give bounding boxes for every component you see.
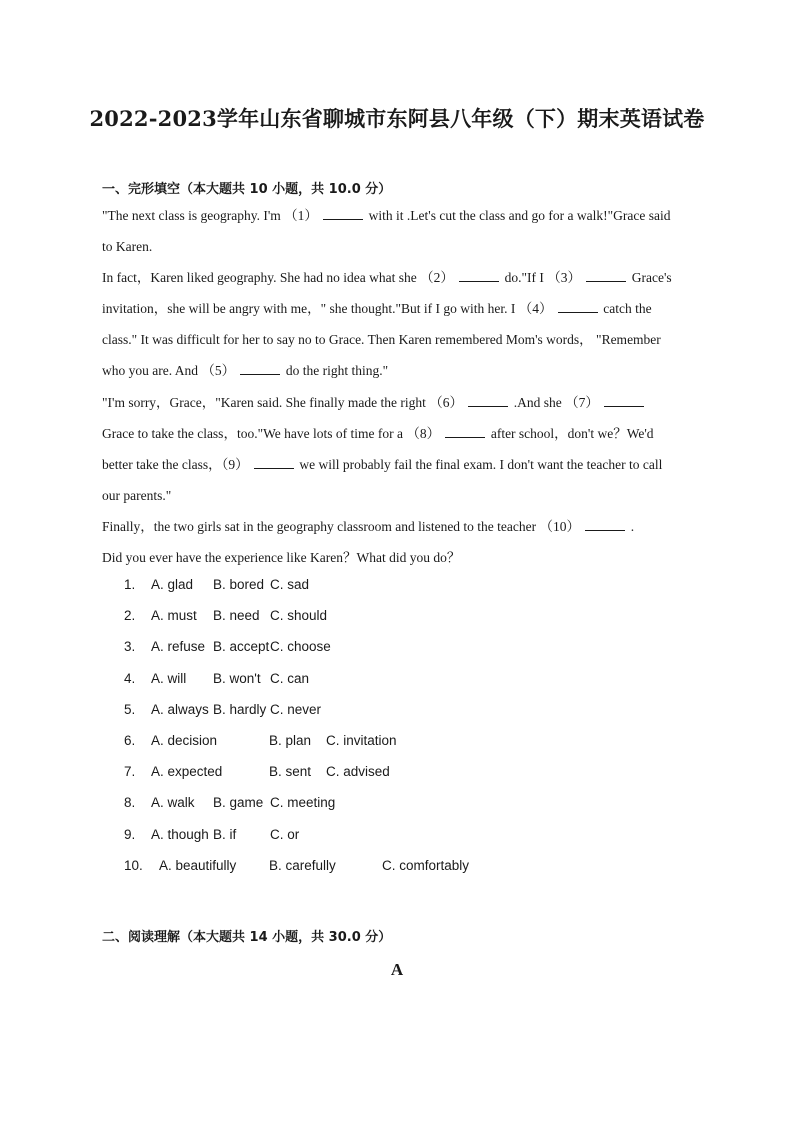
passage-text: class." It was difficult for her to say no to Grace. Then Karen remembered Mom's words， "Remember (102, 332, 661, 348)
answer-blank (323, 205, 363, 220)
passage-text: .And she （7） (510, 394, 603, 410)
passage-text: who you are. And （5） (102, 363, 239, 379)
passage-text: after school，don't we？We'd (487, 425, 654, 441)
answer-blank (254, 454, 294, 469)
option-c: C. sad (270, 577, 310, 592)
option-b: B. bored (213, 577, 265, 592)
question-number: 9. (124, 826, 136, 842)
option-b: B. carefully (269, 857, 336, 873)
passage-text: "The next class is geography. I'm （1） (102, 208, 322, 223)
answer-blank (240, 360, 280, 375)
question-number: 4. (124, 670, 136, 686)
option-c: C. or (270, 826, 300, 842)
option-c: C. invitation (326, 733, 397, 748)
section-2-heading: 二、阅读理解（本大题共 14 小题，共 30.0 分） (102, 930, 392, 945)
question-number: 10. (124, 857, 143, 873)
passage-text: to Karen. (102, 239, 153, 255)
option-c: C. meeting (270, 795, 336, 811)
option-a: A. decision (151, 733, 218, 748)
option-b: B. if (213, 826, 237, 842)
option-c: C. can (270, 670, 310, 686)
passage-line (102, 324, 702, 355)
passage-text: with it .Let's cut the class and go for a walk!"Grace said (365, 208, 671, 223)
passage-text: do."If I （3） (501, 270, 585, 286)
question-number: 7. (124, 764, 136, 780)
passage-text: we will probably fail the final exam. I don't want the teacher to call (295, 456, 663, 472)
option-a: A. refuse (151, 639, 206, 655)
question-number: 3. (124, 639, 136, 655)
option-b: B. sent (269, 764, 312, 780)
option-a: A. glad (151, 577, 194, 592)
passage-text: Grace to take the class，too."We have lots of time for a （8） (102, 425, 444, 441)
passage-label: A (390, 960, 404, 979)
passage-line (102, 387, 702, 418)
answer-blank (468, 392, 508, 407)
option-b: B. plan (269, 733, 312, 748)
cloze-passage (102, 200, 702, 573)
option-b: B. need (213, 608, 260, 624)
passage-text: our parents." (102, 487, 172, 503)
passage-line (102, 231, 702, 262)
option-c: C. advised (326, 764, 390, 780)
option-a: A. will (151, 670, 187, 686)
option-a: A. beautifully (159, 857, 237, 873)
page-title: 2022-2023学年山东省聊城市东阿县八年级（下）期末英语试卷 (89, 106, 705, 131)
option-a: A. expected (151, 764, 223, 780)
passage-line (102, 418, 702, 449)
passage-text: do the right thing." (282, 363, 389, 379)
passage-line (102, 355, 702, 386)
option-a: A. though (151, 826, 209, 842)
passage-line (102, 511, 702, 542)
passage-line (102, 293, 702, 324)
passage-line (102, 449, 702, 480)
option-a: A. walk (151, 795, 195, 811)
answer-blank (558, 298, 598, 313)
section-1-heading: 一、完形填空（本大题共 10 小题，共 10.0 分） (102, 182, 392, 197)
question-number: 2. (124, 608, 136, 624)
answer-blank (585, 516, 625, 531)
passage-line (102, 262, 702, 293)
question-number: 8. (124, 795, 136, 811)
passage-text: "I'm sorry，Grace，"Karen said. She finally made the right （6） (102, 394, 467, 410)
option-b: B. hardly (213, 701, 267, 717)
answer-blank (604, 392, 644, 407)
passage-line (102, 200, 702, 231)
option-b: B. accept (213, 639, 270, 655)
answer-blank (586, 267, 626, 282)
option-b: B. won't (213, 670, 261, 686)
passage-line (102, 480, 702, 511)
answer-blank (459, 267, 499, 282)
option-c: C. choose (270, 639, 331, 655)
question-number: 1. (124, 577, 136, 592)
passage-text: catch the (599, 301, 652, 317)
option-c: C. never (270, 701, 322, 717)
option-a: A. must (151, 608, 197, 624)
option-b: B. game (213, 795, 264, 811)
passage-text: Finally，the two girls sat in the geography classroom and listened to the teacher （10） (102, 518, 584, 534)
passage-line (102, 542, 702, 573)
passage-text: Did you ever have the experience like Karen？What did you do？ (102, 550, 461, 566)
passage-text: Grace's (628, 270, 672, 286)
option-a: A. always (151, 701, 209, 717)
question-number: 5. (124, 701, 136, 717)
passage-text: . (627, 518, 635, 534)
passage-text: invitation，she will be angry with me，" she thought."But if I go with her. I （4） (102, 301, 556, 317)
option-c: C. should (270, 608, 328, 624)
question-number: 6. (124, 733, 136, 748)
passage-text: better take the class，（9） (102, 456, 252, 472)
option-c: C. comfortably (382, 857, 470, 873)
answer-blank (445, 423, 485, 438)
passage-text: In fact，Karen liked geography. She had no idea what she （2） (102, 270, 458, 286)
